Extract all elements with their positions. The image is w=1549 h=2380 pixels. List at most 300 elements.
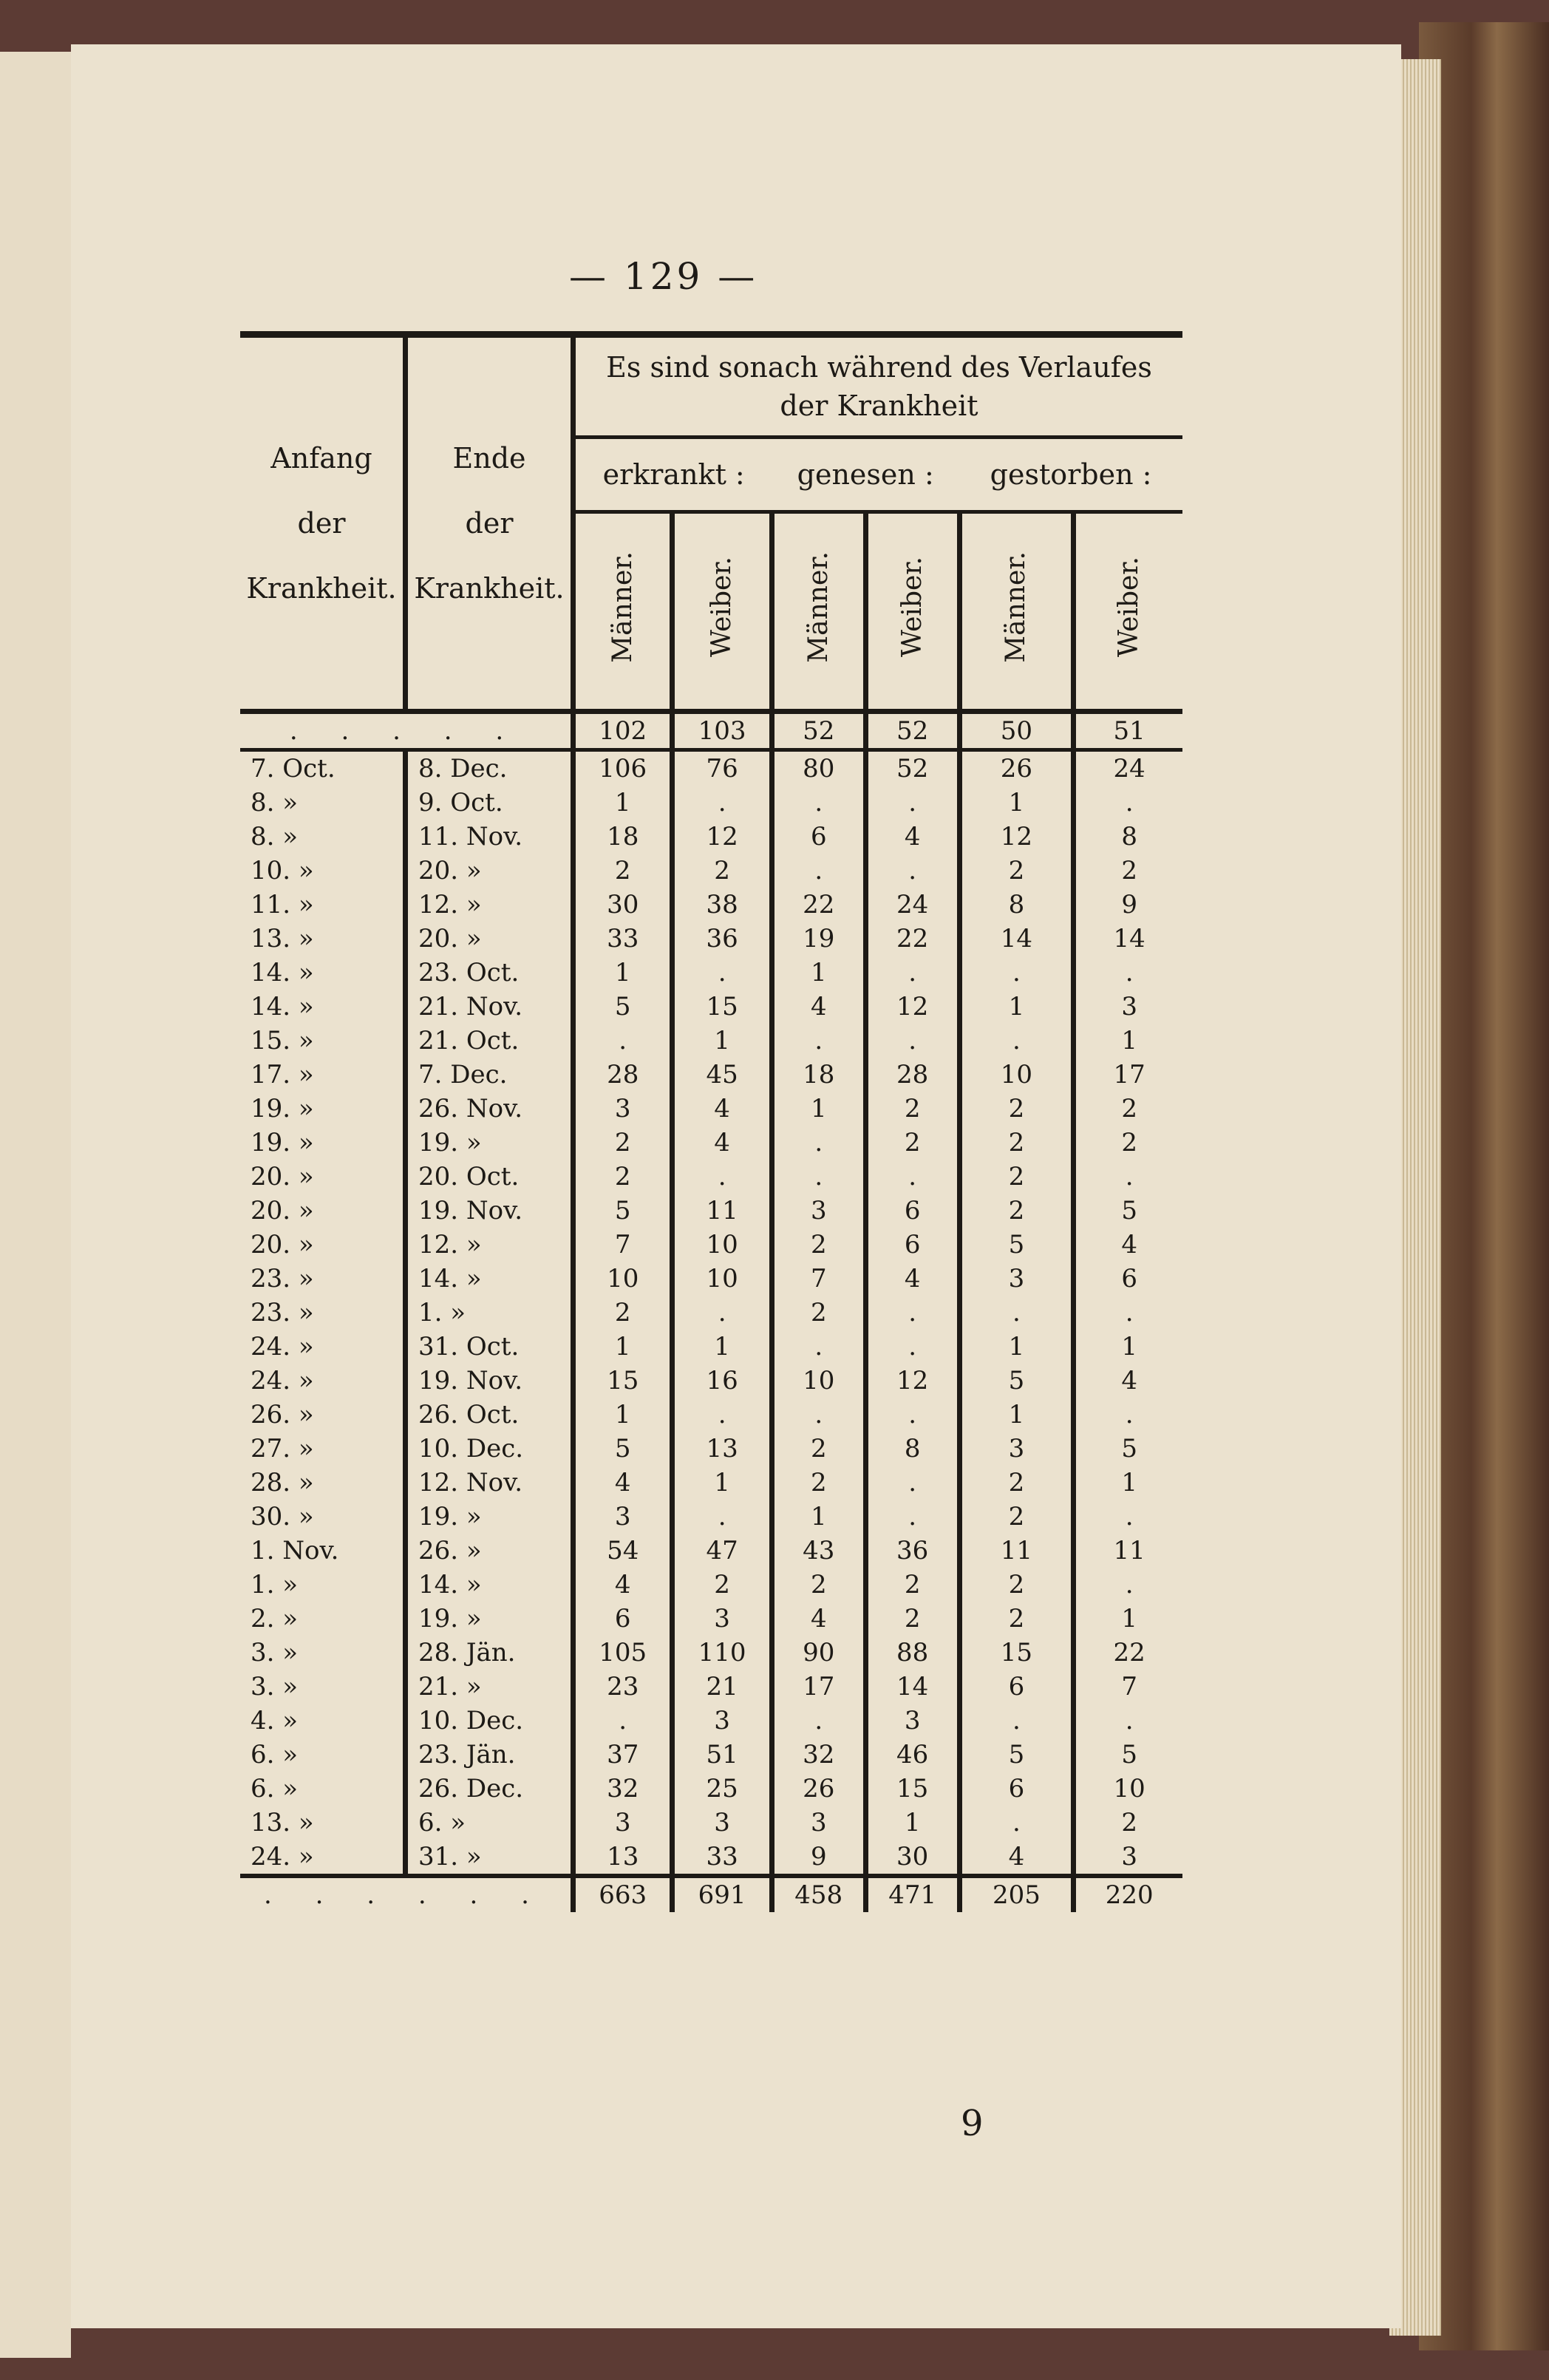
- table-row: [240, 1772, 1182, 1806]
- start-date-cell: 19. »: [240, 1126, 406, 1160]
- value-cell: 5: [959, 1228, 1074, 1262]
- value-cell: 13: [673, 1432, 772, 1466]
- start-date-cell: 10. »: [240, 854, 406, 888]
- end-date-cell: 21. »: [406, 1670, 573, 1704]
- table-row: [240, 1296, 1182, 1330]
- value-cell: 6: [959, 1772, 1074, 1806]
- value-cell: .: [673, 786, 772, 820]
- value-cell: 17: [1113, 1060, 1145, 1089]
- value-cell: 106: [573, 750, 673, 786]
- table-row: [240, 1534, 1182, 1568]
- value-cell: 9: [1121, 890, 1137, 919]
- value-cell: .: [772, 1126, 865, 1160]
- table-row: [240, 1160, 1182, 1194]
- value-cell: 2: [772, 1466, 865, 1500]
- end-date-cell: 12. Nov.: [406, 1466, 573, 1500]
- value-cell: 2: [959, 1466, 1074, 1500]
- header-erkrankt: erkrankt :: [573, 438, 772, 512]
- value-cell: 28: [865, 1058, 959, 1092]
- value-cell: 2: [865, 1092, 959, 1126]
- start-date-cell: 23. »: [240, 1262, 406, 1296]
- value-cell: .: [865, 1160, 959, 1194]
- value-cell: 5: [1121, 1196, 1137, 1225]
- value-cell: 26: [772, 1772, 865, 1806]
- value-cell: 6: [772, 820, 865, 854]
- value-cell: 1: [1121, 1604, 1137, 1633]
- value-cell: .: [673, 1296, 772, 1330]
- value-cell: 7: [573, 1228, 673, 1262]
- start-date-cell: 15. »: [240, 1024, 406, 1058]
- value-cell: 5: [573, 1194, 673, 1228]
- value-cell: 2: [772, 1568, 865, 1602]
- end-date-cell: 19. Nov.: [406, 1194, 573, 1228]
- value-cell: 7: [772, 1262, 865, 1296]
- value-cell: 2: [959, 1602, 1074, 1636]
- value-cell: 4: [1121, 1230, 1137, 1259]
- value-cell: 12: [865, 1364, 959, 1398]
- end-date-cell: 19. »: [406, 1126, 573, 1160]
- end-date-cell: 12. »: [406, 888, 573, 922]
- end-date-cell: 31. Oct.: [406, 1330, 573, 1364]
- value-cell: 4: [772, 1602, 865, 1636]
- value-cell: .: [865, 956, 959, 990]
- value-cell: 80: [772, 750, 865, 786]
- table-row: [240, 1228, 1182, 1262]
- value-cell: .: [865, 1466, 959, 1500]
- value-cell: 3: [959, 1432, 1074, 1466]
- value-cell: 2: [959, 1092, 1074, 1126]
- end-date-cell: 12. »: [406, 1228, 573, 1262]
- end-date-cell: 20. »: [406, 854, 573, 888]
- value-cell: 2: [959, 1126, 1074, 1160]
- value-cell: 47: [673, 1534, 772, 1568]
- value-cell: 2: [865, 1568, 959, 1602]
- value-cell: 2: [772, 1432, 865, 1466]
- value-cell: 1: [1121, 1468, 1137, 1497]
- value-cell: 3: [1121, 1842, 1137, 1871]
- table-row: [240, 888, 1182, 922]
- start-date-cell: 1. »: [240, 1568, 406, 1602]
- value-cell: 15: [865, 1772, 959, 1806]
- table-row: [240, 1364, 1182, 1398]
- end-date-cell: 23. Oct.: [406, 956, 573, 990]
- totals-row: . . . . . . 663 691 458 471 205 220: [240, 1876, 1182, 1912]
- end-date-cell: 26. Nov.: [406, 1092, 573, 1126]
- value-cell: 8: [1121, 822, 1137, 851]
- start-date-cell: 8. »: [240, 786, 406, 820]
- value-cell: .: [1125, 788, 1134, 817]
- value-cell: 6: [959, 1670, 1074, 1704]
- value-cell: 2: [959, 854, 1074, 888]
- start-date-cell: 19. »: [240, 1092, 406, 1126]
- end-date-cell: 19. »: [406, 1602, 573, 1636]
- start-date-cell: 13. »: [240, 1806, 406, 1840]
- value-cell: 2: [1121, 1128, 1137, 1157]
- value-cell: 1: [1121, 1026, 1137, 1055]
- value-cell: 1: [772, 1500, 865, 1534]
- value-cell: 2: [772, 1228, 865, 1262]
- value-cell: .: [673, 956, 772, 990]
- value-cell: .: [1125, 1706, 1134, 1735]
- value-cell: 10: [573, 1262, 673, 1296]
- value-cell: 1: [959, 786, 1074, 820]
- value-cell: 13: [573, 1840, 673, 1876]
- value-cell: .: [573, 1704, 673, 1738]
- start-date-cell: 30. »: [240, 1500, 406, 1534]
- value-cell: 10: [673, 1228, 772, 1262]
- table-row: [240, 1398, 1182, 1432]
- start-date-cell: 20. »: [240, 1160, 406, 1194]
- end-date-cell: 14. »: [406, 1262, 573, 1296]
- value-cell: 105: [573, 1636, 673, 1670]
- value-cell: .: [865, 1398, 959, 1432]
- end-date-cell: 26. Oct.: [406, 1398, 573, 1432]
- value-cell: 12: [673, 820, 772, 854]
- value-cell: 22: [865, 922, 959, 956]
- start-date-cell: 27. »: [240, 1432, 406, 1466]
- end-date-cell: 19. »: [406, 1500, 573, 1534]
- end-date-cell: 14. »: [406, 1568, 573, 1602]
- value-cell: 2: [1121, 1808, 1137, 1837]
- value-cell: 36: [865, 1534, 959, 1568]
- value-cell: 51: [673, 1738, 772, 1772]
- value-cell: 25: [673, 1772, 772, 1806]
- value-cell: .: [772, 786, 865, 820]
- table-row: [240, 922, 1182, 956]
- value-cell: 22: [772, 888, 865, 922]
- value-cell: 3: [1121, 992, 1137, 1021]
- end-date-cell: 10. Dec.: [406, 1432, 573, 1466]
- value-cell: .: [673, 1500, 772, 1534]
- table-row: [240, 1840, 1182, 1876]
- value-cell: .: [959, 956, 1074, 990]
- start-date-cell: 24. »: [240, 1840, 406, 1876]
- value-cell: 3: [673, 1806, 772, 1840]
- value-cell: 4: [772, 990, 865, 1024]
- table-row: [240, 1466, 1182, 1500]
- end-date-cell: 23. Jän.: [406, 1738, 573, 1772]
- value-cell: 3: [772, 1194, 865, 1228]
- value-cell: 2: [1121, 856, 1137, 885]
- value-cell: 33: [673, 1840, 772, 1876]
- value-cell: .: [959, 1024, 1074, 1058]
- value-cell: 32: [573, 1772, 673, 1806]
- value-cell: 4: [573, 1568, 673, 1602]
- value-cell: .: [1125, 1570, 1134, 1599]
- end-date-cell: 31. »: [406, 1840, 573, 1876]
- end-date-cell: 1. »: [406, 1296, 573, 1330]
- table-row: [240, 1602, 1182, 1636]
- value-cell: 5: [959, 1738, 1074, 1772]
- value-cell: 21: [673, 1670, 772, 1704]
- value-cell: 2: [959, 1160, 1074, 1194]
- end-date-cell: 10. Dec.: [406, 1704, 573, 1738]
- value-cell: 3: [772, 1806, 865, 1840]
- value-cell: 10: [959, 1058, 1074, 1092]
- value-cell: 1: [772, 956, 865, 990]
- value-cell: 23: [573, 1670, 673, 1704]
- start-date-cell: 13. »: [240, 922, 406, 956]
- start-date-cell: 3. »: [240, 1636, 406, 1670]
- value-cell: 2: [959, 1568, 1074, 1602]
- page-number: — 129 —: [569, 255, 758, 298]
- value-cell: .: [772, 1024, 865, 1058]
- value-cell: 8: [865, 1432, 959, 1466]
- value-cell: 110: [673, 1636, 772, 1670]
- header-genesen: genesen :: [772, 438, 959, 512]
- value-cell: 2: [959, 1194, 1074, 1228]
- value-cell: 11: [959, 1534, 1074, 1568]
- table-row: [240, 1092, 1182, 1126]
- value-cell: 14: [959, 922, 1074, 956]
- value-cell: 11: [1113, 1536, 1145, 1565]
- start-date-cell: 20. »: [240, 1194, 406, 1228]
- value-cell: .: [865, 1330, 959, 1364]
- value-cell: 3: [865, 1704, 959, 1738]
- start-date-cell: 24. »: [240, 1364, 406, 1398]
- value-cell: 18: [573, 820, 673, 854]
- value-cell: 4: [865, 820, 959, 854]
- value-cell: 30: [865, 1840, 959, 1876]
- value-cell: 1: [573, 786, 673, 820]
- end-date-cell: 19. Nov.: [406, 1364, 573, 1398]
- value-cell: 2: [573, 1126, 673, 1160]
- table-row: [240, 1500, 1182, 1534]
- value-cell: 2: [573, 854, 673, 888]
- value-cell: 2: [959, 1500, 1074, 1534]
- end-date-cell: 20. »: [406, 922, 573, 956]
- start-date-cell: 11. »: [240, 888, 406, 922]
- value-cell: 8: [959, 888, 1074, 922]
- value-cell: 88: [865, 1636, 959, 1670]
- value-cell: 6: [573, 1602, 673, 1636]
- value-cell: .: [772, 1330, 865, 1364]
- value-cell: 2: [573, 1296, 673, 1330]
- header-maenner: Männer.: [803, 551, 834, 663]
- value-cell: 2: [1121, 1094, 1137, 1123]
- value-cell: 11: [673, 1194, 772, 1228]
- table-row: [240, 786, 1182, 820]
- table-row: [240, 1568, 1182, 1602]
- value-cell: 76: [673, 750, 772, 786]
- end-date-cell: 21. Nov.: [406, 990, 573, 1024]
- value-cell: 1: [673, 1330, 772, 1364]
- end-date-cell: 9. Oct.: [406, 786, 573, 820]
- start-date-cell: 28. »: [240, 1466, 406, 1500]
- table-row: [240, 1126, 1182, 1160]
- value-cell: 3: [573, 1092, 673, 1126]
- end-date-cell: 11. Nov.: [406, 820, 573, 854]
- value-cell: 15: [959, 1636, 1074, 1670]
- header-maenner: Männer.: [607, 551, 638, 663]
- start-date-cell: 8. »: [240, 820, 406, 854]
- value-cell: 2: [673, 1568, 772, 1602]
- table-row: [240, 1432, 1182, 1466]
- start-date-cell: 17. »: [240, 1058, 406, 1092]
- value-cell: 24: [865, 888, 959, 922]
- start-date-cell: 7. Oct.: [240, 750, 406, 786]
- header-weiber: Weiber.: [896, 557, 927, 657]
- value-cell: 90: [772, 1636, 865, 1670]
- table-row: [240, 1806, 1182, 1840]
- value-cell: .: [673, 1398, 772, 1432]
- start-date-cell: 14. »: [240, 956, 406, 990]
- value-cell: 6: [865, 1194, 959, 1228]
- value-cell: 15: [573, 1364, 673, 1398]
- table-row: [240, 1738, 1182, 1772]
- carry-row: . . . . . 102 103 52 52 50 51: [240, 712, 1182, 750]
- value-cell: .: [1125, 958, 1134, 987]
- value-cell: 2: [673, 854, 772, 888]
- table-row: [240, 956, 1182, 990]
- value-cell: 1: [959, 1330, 1074, 1364]
- start-date-cell: 2. »: [240, 1602, 406, 1636]
- value-cell: 1: [865, 1806, 959, 1840]
- value-cell: .: [865, 1024, 959, 1058]
- start-date-cell: 3. »: [240, 1670, 406, 1704]
- value-cell: 1: [573, 956, 673, 990]
- value-cell: 9: [772, 1840, 865, 1876]
- value-cell: 46: [865, 1738, 959, 1772]
- value-cell: .: [959, 1296, 1074, 1330]
- value-cell: 3: [673, 1704, 772, 1738]
- start-date-cell: 24. »: [240, 1330, 406, 1364]
- end-date-cell: 26. Dec.: [406, 1772, 573, 1806]
- end-date-cell: 28. Jän.: [406, 1636, 573, 1670]
- value-cell: 2: [865, 1126, 959, 1160]
- value-cell: .: [865, 854, 959, 888]
- value-cell: 22: [1113, 1638, 1145, 1667]
- value-cell: .: [772, 854, 865, 888]
- table-row: [240, 750, 1182, 786]
- end-date-cell: 8. Dec.: [406, 750, 573, 786]
- value-cell: .: [573, 1024, 673, 1058]
- value-cell: .: [1125, 1502, 1134, 1531]
- table-row: [240, 1704, 1182, 1738]
- table-row: [240, 854, 1182, 888]
- value-cell: 5: [573, 990, 673, 1024]
- value-cell: 5: [1121, 1740, 1137, 1769]
- value-cell: .: [772, 1704, 865, 1738]
- end-date-cell: 20. Oct.: [406, 1160, 573, 1194]
- value-cell: .: [1125, 1400, 1134, 1429]
- value-cell: 3: [673, 1602, 772, 1636]
- start-date-cell: 1. Nov.: [240, 1534, 406, 1568]
- value-cell: 54: [573, 1534, 673, 1568]
- value-cell: 14: [865, 1670, 959, 1704]
- value-cell: 4: [959, 1840, 1074, 1876]
- table-row: [240, 1058, 1182, 1092]
- end-date-cell: 6. »: [406, 1806, 573, 1840]
- value-cell: 19: [772, 922, 865, 956]
- value-cell: .: [865, 1500, 959, 1534]
- value-cell: 52: [865, 750, 959, 786]
- value-cell: 1: [573, 1330, 673, 1364]
- value-cell: 10: [673, 1262, 772, 1296]
- start-date-cell: 23. »: [240, 1296, 406, 1330]
- value-cell: .: [673, 1160, 772, 1194]
- value-cell: 28: [573, 1058, 673, 1092]
- signature-mark: 9: [961, 2103, 984, 2144]
- value-cell: .: [1125, 1162, 1134, 1191]
- start-date-cell: 26. »: [240, 1398, 406, 1432]
- value-cell: 1: [959, 990, 1074, 1024]
- value-cell: 1: [673, 1024, 772, 1058]
- value-cell: 1: [1121, 1332, 1137, 1361]
- value-cell: 5: [573, 1432, 673, 1466]
- end-date-cell: 21. Oct.: [406, 1024, 573, 1058]
- value-cell: 1: [959, 1398, 1074, 1432]
- value-cell: 2: [573, 1160, 673, 1194]
- value-cell: 38: [673, 888, 772, 922]
- facing-page: [0, 52, 71, 2358]
- end-date-cell: 26. »: [406, 1534, 573, 1568]
- value-cell: 24: [1113, 754, 1145, 783]
- value-cell: 43: [772, 1534, 865, 1568]
- table-row: [240, 1636, 1182, 1670]
- value-cell: .: [959, 1806, 1074, 1840]
- value-cell: 12: [959, 820, 1074, 854]
- value-cell: 4: [673, 1092, 772, 1126]
- start-date-cell: 6. »: [240, 1772, 406, 1806]
- value-cell: 1: [673, 1466, 772, 1500]
- value-cell: 37: [573, 1738, 673, 1772]
- value-cell: 2: [772, 1296, 865, 1330]
- value-cell: 15: [673, 990, 772, 1024]
- value-cell: 6: [1121, 1264, 1137, 1293]
- start-date-cell: 20. »: [240, 1228, 406, 1262]
- table-row: [240, 990, 1182, 1024]
- value-cell: .: [772, 1398, 865, 1432]
- value-cell: .: [772, 1160, 865, 1194]
- value-cell: 3: [573, 1500, 673, 1534]
- value-cell: 17: [772, 1670, 865, 1704]
- header-end: Ende der Krankheit.: [406, 335, 573, 712]
- value-cell: 45: [673, 1058, 772, 1092]
- value-cell: 7: [1121, 1672, 1137, 1701]
- value-cell: 5: [959, 1364, 1074, 1398]
- end-date-cell: 7. Dec.: [406, 1058, 573, 1092]
- value-cell: 18: [772, 1058, 865, 1092]
- value-cell: 26: [959, 750, 1074, 786]
- table-row: [240, 1194, 1182, 1228]
- table-row: [240, 1670, 1182, 1704]
- value-cell: 4: [673, 1126, 772, 1160]
- value-cell: 4: [865, 1262, 959, 1296]
- start-date-cell: 4. »: [240, 1704, 406, 1738]
- value-cell: 5: [1121, 1434, 1137, 1463]
- value-cell: 14: [1113, 924, 1145, 953]
- value-cell: 12: [865, 990, 959, 1024]
- header-maenner: Männer.: [1001, 551, 1032, 663]
- value-cell: 1: [573, 1398, 673, 1432]
- value-cell: 2: [865, 1602, 959, 1636]
- value-cell: 4: [1121, 1366, 1137, 1395]
- table-row: [240, 820, 1182, 854]
- value-cell: 1: [772, 1092, 865, 1126]
- value-cell: .: [1125, 1298, 1134, 1327]
- value-cell: 10: [1113, 1774, 1145, 1803]
- table-row: [240, 1262, 1182, 1296]
- start-date-cell: 6. »: [240, 1738, 406, 1772]
- value-cell: 30: [573, 888, 673, 922]
- header-start: Anfang der Krankheit.: [240, 335, 406, 712]
- header-gestorben: gestorben :: [959, 438, 1182, 512]
- value-cell: 3: [573, 1806, 673, 1840]
- value-cell: .: [865, 1296, 959, 1330]
- value-cell: 4: [573, 1466, 673, 1500]
- value-cell: .: [959, 1704, 1074, 1738]
